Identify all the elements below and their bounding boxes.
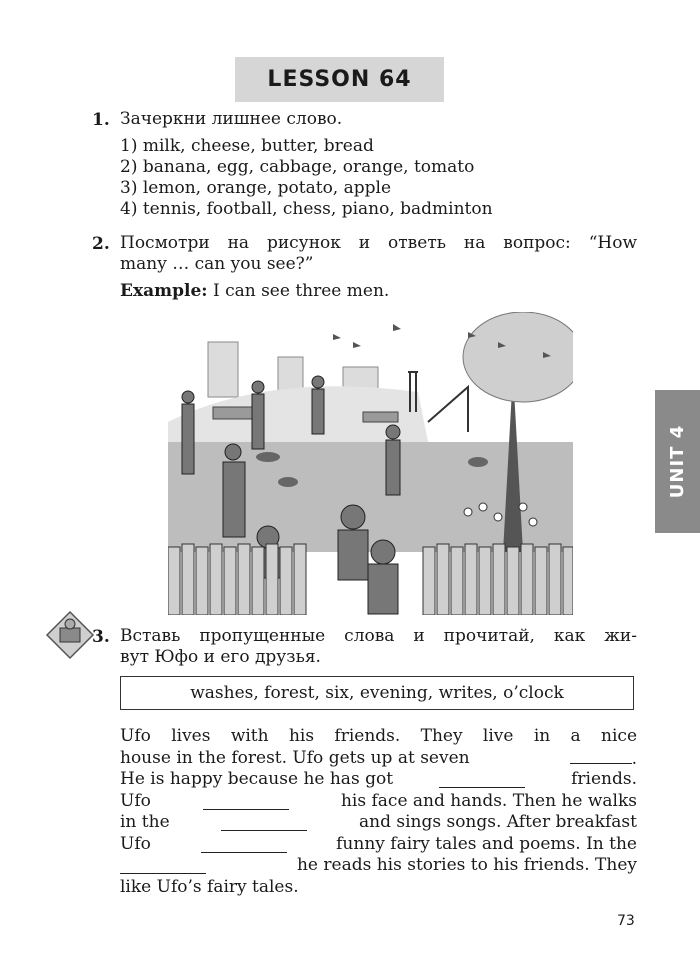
park-illustration xyxy=(168,312,573,615)
task1-number: 1. xyxy=(92,110,110,130)
blank-1[interactable] xyxy=(570,748,632,764)
lesson-title: LESSON 64 xyxy=(235,57,444,102)
blank-2[interactable] xyxy=(439,772,525,788)
blank-5[interactable] xyxy=(201,837,287,853)
task2-example xyxy=(120,281,389,302)
task3-text xyxy=(120,726,637,898)
page-number: 73 xyxy=(617,913,635,929)
text-row-4: Ufo his face and hands. Then he walks xyxy=(120,790,637,811)
text-row-5: in the and sings songs. After breakfast xyxy=(120,812,637,832)
task1-item-3: 3) lemon, orange, potato, apple xyxy=(120,178,392,198)
text-row-1: Ufo lives with his friends. They live in a nice xyxy=(120,726,637,746)
activity-icon xyxy=(45,610,95,660)
text-row-3: He is happy because he has got friends. xyxy=(120,769,637,789)
text-row-6: Ufo funny fairy tales and poems. In the xyxy=(120,833,637,854)
word-bank: washes, forest, six, evening, writes, o’clock xyxy=(120,676,634,710)
task1-instruction: Зачеркни лишнее слово. xyxy=(120,109,343,129)
task1-item-2: 2) banana, egg, cabbage, orange, tomato xyxy=(120,157,475,177)
blank-6[interactable] xyxy=(120,858,206,874)
example-label: Example: xyxy=(120,281,208,301)
task3-instruction-line2: вут Юфо и его друзья. xyxy=(120,647,321,667)
task3-instruction-line1: Вставь пропущенные слова и прочитай, как жи- xyxy=(120,626,637,646)
text-row-2: house in the forest. Ufo gets up at seven . xyxy=(120,747,637,769)
task2-instruction-line1: Посмотри на рисунок и ответь на вопрос: “How xyxy=(120,233,637,253)
example-text: I can see three men. xyxy=(207,281,390,301)
unit-tab xyxy=(655,390,700,533)
blank-3[interactable] xyxy=(203,794,289,810)
task1-item-4: 4) tennis, football, chess, piano, badminton xyxy=(120,199,493,219)
task3-number: 3. xyxy=(92,627,110,647)
blank-4[interactable] xyxy=(221,815,307,831)
task2-instruction-line2: many … can you see?” xyxy=(120,254,314,274)
unit-tab-label: UNIT 4 xyxy=(667,424,689,499)
text-row-8: like Ufo’s fairy tales. xyxy=(120,876,299,897)
task1-item-1: 1) milk, cheese, butter, bread xyxy=(120,136,374,156)
text-row-7: he reads his stories to his friends. They xyxy=(120,855,637,877)
task2-number: 2. xyxy=(92,234,110,254)
